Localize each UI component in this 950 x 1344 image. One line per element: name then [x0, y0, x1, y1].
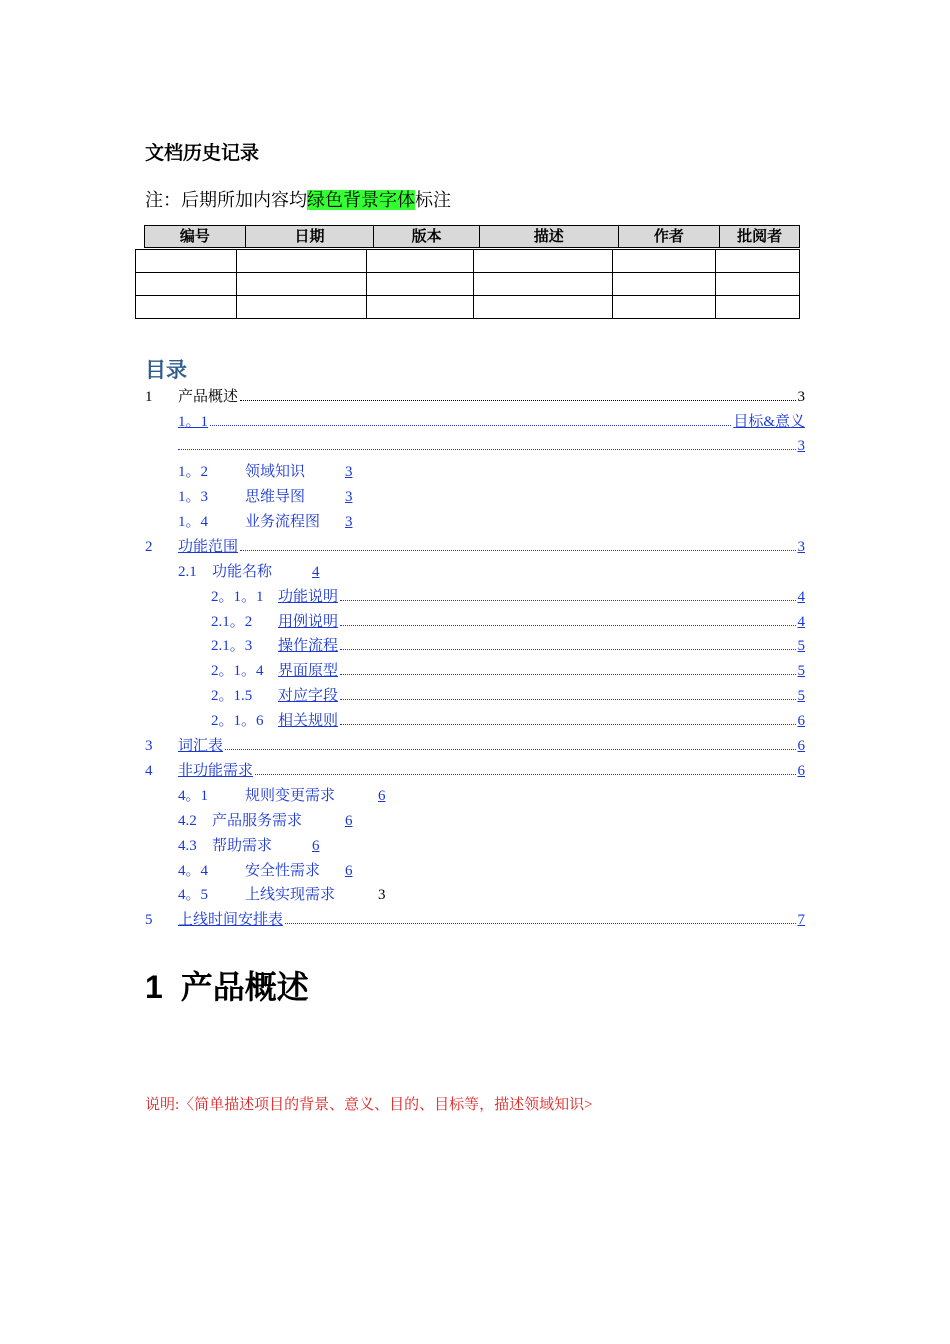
toc-entry-page: 7	[797, 912, 805, 928]
toc-entry-page: 3	[345, 489, 353, 505]
toc-entry-page: 3	[345, 514, 353, 530]
toc-entry-label: 上线时间安排表	[178, 912, 284, 928]
table-cell[interactable]	[474, 273, 613, 296]
toc-entry-label: 上线实现需求	[245, 887, 336, 903]
toc-entry-number: 5	[145, 912, 153, 928]
toc-entry-number: 4	[145, 763, 153, 779]
note-suffix: 标注	[415, 190, 451, 210]
table-cell[interactable]	[474, 250, 613, 273]
toc-entry-2-1-6[interactable]	[211, 710, 805, 732]
table-cell[interactable]	[716, 296, 800, 319]
toc-entry-number: 4。4	[178, 863, 209, 879]
column-header-number: 编号	[145, 226, 246, 247]
toc-entry-number: 2.1。2	[211, 614, 253, 630]
toc-entry-label: 相关规则	[278, 713, 339, 729]
history-table-header	[144, 225, 800, 248]
toc-entry-page: 5	[797, 638, 805, 654]
toc-entry-page: 6	[797, 738, 805, 754]
toc-leader-dots	[340, 649, 795, 650]
toc-leader-dots	[285, 923, 795, 924]
toc-entry-4-3[interactable]	[178, 835, 320, 857]
table-cell[interactable]	[367, 250, 474, 273]
toc-entry-number: 4。1	[178, 788, 209, 804]
section-description: 说明:〈简单描述项目的背景、意义、目的、目标等，描述领域知识>	[145, 1097, 593, 1113]
note-highlight: 绿色背景字体	[307, 190, 415, 210]
toc-entry-page: 6	[378, 788, 386, 804]
toc-entry-link[interactable]	[178, 887, 378, 903]
toc-entry-1-1-continued[interactable]	[178, 435, 805, 457]
table-cell[interactable]	[716, 273, 800, 296]
toc-entry-label: 帮助需求	[212, 838, 273, 854]
toc-entry-2-1-1[interactable]	[211, 586, 805, 608]
toc-entry-4-2[interactable]	[178, 810, 353, 832]
table-cell[interactable]	[613, 250, 716, 273]
toc-entry-number: 2	[145, 539, 153, 555]
toc-entry-number: 1。1	[178, 414, 209, 430]
toc-entry-page: 3	[378, 887, 386, 903]
toc-entry-number: 2。1。6	[211, 713, 264, 729]
doc-history-title: 文档历史记录	[145, 143, 260, 164]
table-cell[interactable]	[613, 296, 716, 319]
toc-entry-3[interactable]	[145, 735, 805, 757]
toc-leader-dots	[255, 774, 795, 775]
toc-entry-page: 4	[797, 589, 805, 605]
table-cell[interactable]	[474, 296, 613, 319]
toc-entry-number: 2。1。1	[211, 589, 264, 605]
table-cell[interactable]	[136, 273, 237, 296]
toc-entry-2-1[interactable]	[178, 561, 320, 583]
toc-entry-label: 目标&意义	[733, 414, 805, 430]
toc-entry-page: 3	[797, 389, 805, 405]
toc-leader-dots	[240, 550, 795, 551]
table-cell[interactable]	[136, 296, 237, 319]
toc-entry-2-1-2[interactable]	[211, 611, 805, 633]
toc-entry-label: 用例说明	[278, 614, 339, 630]
toc-entry-number: 4.2	[178, 813, 197, 829]
toc-entry-label: 对应字段	[278, 688, 339, 704]
toc-leader-dots	[340, 674, 795, 675]
toc-entry-page: 6	[345, 863, 353, 879]
toc-entry-page: 4	[797, 614, 805, 630]
toc-leader-dots	[225, 749, 795, 750]
table-cell[interactable]	[237, 273, 367, 296]
toc-entry-label: 词汇表	[178, 738, 224, 754]
toc-leader-dots	[340, 625, 795, 626]
table-cell[interactable]	[367, 296, 474, 319]
toc-entry-number: 1。2	[178, 464, 209, 480]
toc-entry-number: 3	[145, 738, 153, 754]
toc-entry-number: 4.3	[178, 838, 197, 854]
column-header-reviewer: 批阅者	[737, 228, 783, 245]
toc-entry-page: 3	[797, 539, 805, 555]
toc-entry-page: 5	[797, 663, 805, 679]
toc-entry-2-1-3[interactable]	[211, 635, 805, 657]
toc-entry-1-3[interactable]	[178, 486, 353, 508]
toc-entry-2-1-4[interactable]	[211, 660, 805, 682]
toc-entry-label: 非功能需求	[178, 763, 254, 779]
toc-entry-4[interactable]	[145, 760, 805, 782]
toc-entry-page: 6	[797, 763, 805, 779]
toc-entry-label: 功能说明	[278, 589, 339, 605]
toc-leader-dots	[178, 449, 796, 450]
table-row	[136, 273, 800, 296]
toc-entry-number: 2。1.5	[211, 688, 253, 704]
toc-entry-4-4[interactable]	[178, 860, 353, 882]
toc-entry-4-1[interactable]	[178, 785, 386, 807]
toc-entry-number: 1。4	[178, 514, 209, 530]
toc-entry-1[interactable]	[145, 386, 805, 408]
note-prefix: 注：后期所加内容均	[145, 190, 307, 210]
toc-entry-label: 操作流程	[278, 638, 339, 654]
column-header-version: 版本	[374, 226, 480, 247]
section-heading-number: 1	[145, 969, 163, 1005]
toc-entry-label: 思维导图	[245, 489, 306, 505]
toc-entry-label: 业务流程图	[245, 514, 321, 530]
toc-entry-page: 6	[797, 713, 805, 729]
toc-entry-label: 产品服务需求	[212, 813, 303, 829]
section-heading-text: 产品概述	[180, 969, 309, 1005]
toc-entry-number: 4。5	[178, 887, 209, 903]
toc-entry-label: 界面原型	[278, 663, 339, 679]
history-table-body	[135, 249, 800, 319]
toc-leader-dots	[210, 425, 731, 426]
column-header-author: 作者	[619, 226, 721, 247]
toc-entry-page: 4	[312, 564, 320, 580]
toc-entry-label: 功能名称	[212, 564, 273, 580]
toc-title: 目录	[145, 359, 187, 382]
toc-leader-dots	[340, 600, 795, 601]
toc-entry-page: 5	[797, 688, 805, 704]
toc-entry-1-1[interactable]	[178, 411, 805, 433]
table-cell[interactable]	[237, 296, 367, 319]
table-row	[136, 296, 800, 319]
toc-entry-1-2[interactable]	[178, 461, 353, 483]
toc-entry-label: 产品概述	[178, 389, 239, 405]
toc-entry-1-4[interactable]	[178, 511, 353, 533]
table-cell[interactable]	[716, 250, 800, 273]
toc-leader-dots	[240, 400, 795, 401]
toc-entry-label: 功能范围	[178, 539, 239, 555]
toc-entry-number: 1。3	[178, 489, 209, 505]
toc-entry-label: 领域知识	[245, 464, 306, 480]
toc-entry-number: 1	[145, 389, 153, 405]
toc-entry-2-1-5[interactable]	[211, 685, 805, 707]
toc-entry-page: 3	[797, 438, 805, 454]
toc-entry-page: 6	[345, 813, 353, 829]
section-heading	[145, 962, 309, 1008]
toc-leader-dots	[340, 724, 795, 725]
toc-entry-label: 规则变更需求	[245, 788, 336, 804]
toc-entry-2[interactable]	[145, 536, 805, 558]
column-header-description: 描述	[480, 226, 619, 247]
table-cell[interactable]	[237, 250, 367, 273]
table-row	[136, 250, 800, 273]
table-cell[interactable]	[136, 250, 237, 273]
toc-entry-page: 3	[345, 464, 353, 480]
toc-entry-5[interactable]	[145, 909, 805, 931]
toc-leader-dots	[340, 699, 795, 700]
note-line	[145, 186, 451, 212]
toc-entry-number: 2.1	[178, 564, 197, 580]
toc-entry-number: 2。1。4	[211, 663, 264, 679]
toc-entry-4-5[interactable]	[178, 884, 386, 906]
toc-entry-page: 6	[312, 838, 320, 854]
table-cell[interactable]	[613, 273, 716, 296]
table-cell[interactable]	[367, 273, 474, 296]
toc-entry-number: 2.1。3	[211, 638, 253, 654]
column-header-date: 日期	[246, 226, 375, 247]
toc-entry-label: 安全性需求	[245, 863, 321, 879]
